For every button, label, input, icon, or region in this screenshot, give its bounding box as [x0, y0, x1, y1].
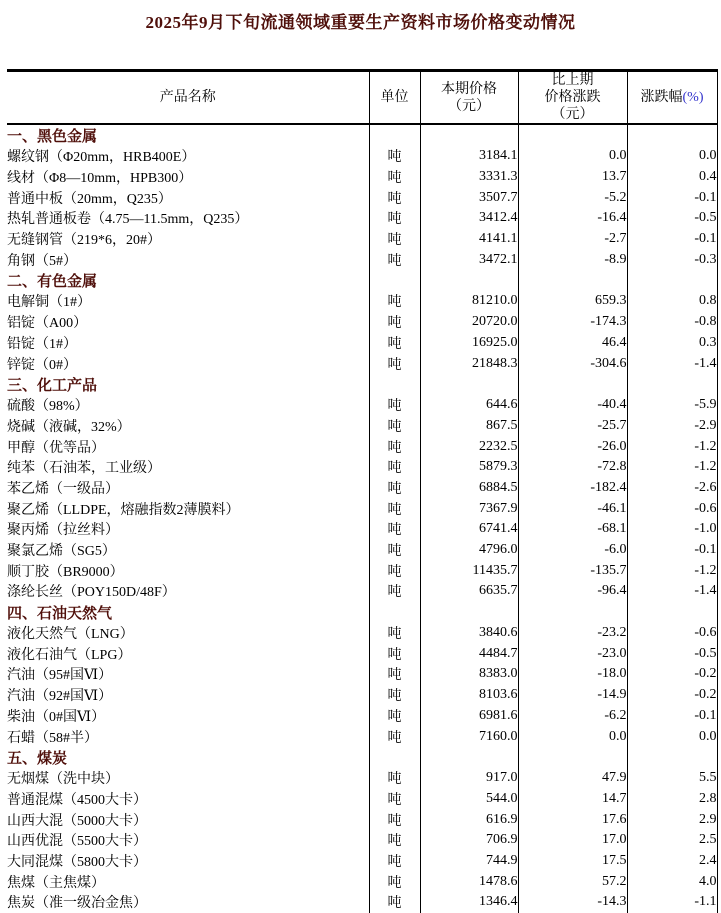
product-cell: 硫酸（98%）	[7, 395, 369, 416]
product-cell: 聚乙烯（LLDPE，熔融指数2薄膜料）	[7, 498, 369, 519]
product-cell: 苯乙烯（一级品）	[7, 478, 369, 499]
section-row	[7, 124, 717, 146]
pct-cell: -0.5	[627, 208, 717, 229]
unit-cell: 吨	[369, 726, 420, 747]
product-cell: 液化天然气（LNG）	[7, 623, 369, 644]
change-cell: -182.4	[518, 478, 627, 499]
change-cell: -14.3	[518, 892, 627, 913]
section-empty-cell	[420, 270, 518, 291]
col-header-pct-label: 涨跌幅	[640, 90, 683, 105]
table-row	[7, 685, 717, 706]
change-cell: -40.4	[518, 395, 627, 416]
unit-cell: 吨	[369, 436, 420, 457]
pct-cell: -2.6	[627, 478, 717, 499]
unit-cell: 吨	[369, 643, 420, 664]
price-cell: 21848.3	[420, 353, 518, 374]
table-row	[7, 768, 717, 789]
table-row	[7, 726, 717, 747]
price-cell: 8103.6	[420, 685, 518, 706]
change-cell: -5.2	[518, 187, 627, 208]
unit-cell: 吨	[369, 809, 420, 830]
table-row	[7, 291, 717, 312]
unit-cell: 吨	[369, 208, 420, 229]
change-cell: -96.4	[518, 581, 627, 602]
price-cell: 5879.3	[420, 457, 518, 478]
pct-cell: -0.1	[627, 540, 717, 561]
header-row	[7, 71, 717, 125]
unit-cell: 吨	[369, 581, 420, 602]
unit-cell: 吨	[369, 333, 420, 354]
unit-cell: 吨	[369, 623, 420, 644]
price-cell: 16925.0	[420, 333, 518, 354]
unit-cell: 吨	[369, 395, 420, 416]
section-empty-cell	[518, 270, 627, 291]
table-row	[7, 560, 717, 581]
price-cell: 744.9	[420, 851, 518, 872]
pct-cell: -1.1	[627, 892, 717, 913]
pct-cell: -0.8	[627, 312, 717, 333]
section-title: 一、黑色金属	[7, 124, 369, 146]
unit-cell: 吨	[369, 706, 420, 727]
pct-cell: 0.0	[627, 146, 717, 167]
pct-cell: -1.2	[627, 457, 717, 478]
col-header-pct	[627, 71, 717, 125]
product-cell: 甲醇（优等品）	[7, 436, 369, 457]
change-cell: -6.0	[518, 540, 627, 561]
pct-cell: 2.9	[627, 809, 717, 830]
product-cell: 柴油（0#国Ⅵ）	[7, 706, 369, 727]
table-row	[7, 789, 717, 810]
table-row	[7, 498, 717, 519]
product-cell: 大同混煤（5800大卡）	[7, 851, 369, 872]
col-header-price-line1: 本期价格	[441, 81, 497, 97]
product-cell: 焦煤（主焦煤）	[7, 871, 369, 892]
section-empty-cell	[518, 124, 627, 146]
product-cell: 电解铜（1#）	[7, 291, 369, 312]
section-empty-cell	[369, 374, 420, 395]
change-cell: 0.0	[518, 146, 627, 167]
pct-cell: -1.2	[627, 560, 717, 581]
change-cell: -6.2	[518, 706, 627, 727]
change-cell: -23.0	[518, 643, 627, 664]
table-body	[7, 124, 717, 913]
product-cell: 汽油（92#国Ⅵ）	[7, 685, 369, 706]
change-cell: 17.0	[518, 830, 627, 851]
table-row	[7, 706, 717, 727]
table-row	[7, 229, 717, 250]
change-cell: -14.9	[518, 685, 627, 706]
price-cell: 4484.7	[420, 643, 518, 664]
section-title: 三、化工产品	[7, 374, 369, 395]
price-cell: 917.0	[420, 768, 518, 789]
change-cell: 57.2	[518, 871, 627, 892]
change-cell: -304.6	[518, 353, 627, 374]
price-cell: 6981.6	[420, 706, 518, 727]
table-row	[7, 146, 717, 167]
change-cell: -2.7	[518, 229, 627, 250]
price-cell: 3472.1	[420, 249, 518, 270]
table-row	[7, 871, 717, 892]
price-cell: 867.5	[420, 416, 518, 437]
product-cell: 聚氯乙烯（SG5）	[7, 540, 369, 561]
unit-cell: 吨	[369, 830, 420, 851]
change-cell: -18.0	[518, 664, 627, 685]
table-row	[7, 436, 717, 457]
product-cell: 铝锭（A00）	[7, 312, 369, 333]
section-empty-cell	[627, 747, 717, 768]
table-row	[7, 540, 717, 561]
section-empty-cell	[420, 124, 518, 146]
table-row	[7, 830, 717, 851]
price-cell: 706.9	[420, 830, 518, 851]
change-cell: -68.1	[518, 519, 627, 540]
pct-cell: -1.4	[627, 353, 717, 374]
price-cell: 20720.0	[420, 312, 518, 333]
section-row	[7, 602, 717, 623]
section-empty-cell	[420, 747, 518, 768]
product-cell: 普通中板（20mm，Q235）	[7, 187, 369, 208]
section-empty-cell	[420, 602, 518, 623]
unit-cell: 吨	[369, 229, 420, 250]
col-header-price	[420, 71, 518, 125]
section-row	[7, 747, 717, 768]
section-empty-cell	[420, 374, 518, 395]
col-header-unit: 单位	[369, 71, 420, 125]
table-row	[7, 519, 717, 540]
unit-cell: 吨	[369, 560, 420, 581]
price-cell: 4141.1	[420, 229, 518, 250]
pct-cell: -1.0	[627, 519, 717, 540]
change-cell: -174.3	[518, 312, 627, 333]
change-cell: 17.5	[518, 851, 627, 872]
product-cell: 涤纶长丝（POY150D/48F）	[7, 581, 369, 602]
unit-cell: 吨	[369, 871, 420, 892]
unit-cell: 吨	[369, 892, 420, 913]
price-cell: 7160.0	[420, 726, 518, 747]
product-cell: 山西优混（5500大卡）	[7, 830, 369, 851]
change-cell: -26.0	[518, 436, 627, 457]
pct-cell: 2.5	[627, 830, 717, 851]
pct-cell: -0.1	[627, 229, 717, 250]
unit-cell: 吨	[369, 457, 420, 478]
price-cell: 544.0	[420, 789, 518, 810]
unit-cell: 吨	[369, 478, 420, 499]
table-row	[7, 643, 717, 664]
pct-cell: -0.3	[627, 249, 717, 270]
price-table	[7, 69, 718, 913]
product-cell: 液化石油气（LPG）	[7, 643, 369, 664]
product-cell: 顺丁胶（BR9000）	[7, 560, 369, 581]
table-row	[7, 478, 717, 499]
section-title: 四、石油天然气	[7, 602, 369, 623]
section-empty-cell	[369, 270, 420, 291]
col-header-price-line2: （元）	[448, 98, 490, 114]
pct-cell: -0.5	[627, 643, 717, 664]
section-empty-cell	[627, 602, 717, 623]
section-empty-cell	[627, 374, 717, 395]
price-cell: 3184.1	[420, 146, 518, 167]
table-row	[7, 353, 717, 374]
pct-cell: 0.4	[627, 167, 717, 188]
product-cell: 热轧普通板卷（4.75—11.5mm，Q235）	[7, 208, 369, 229]
price-cell: 6741.4	[420, 519, 518, 540]
price-cell: 3412.4	[420, 208, 518, 229]
change-cell: -135.7	[518, 560, 627, 581]
pct-cell: 5.5	[627, 768, 717, 789]
product-cell: 螺纹钢（Φ20mm，HRB400E）	[7, 146, 369, 167]
change-cell: -23.2	[518, 623, 627, 644]
col-header-product: 产品名称	[7, 71, 369, 125]
pct-cell: 0.3	[627, 333, 717, 354]
unit-cell: 吨	[369, 353, 420, 374]
pct-cell: -0.1	[627, 187, 717, 208]
section-title: 五、煤炭	[7, 747, 369, 768]
table-row	[7, 809, 717, 830]
table-row	[7, 664, 717, 685]
unit-cell: 吨	[369, 249, 420, 270]
product-cell: 纯苯（石油苯，工业级）	[7, 457, 369, 478]
product-cell: 线材（Φ8—10mm，HPB300）	[7, 167, 369, 188]
unit-cell: 吨	[369, 167, 420, 188]
table-row	[7, 249, 717, 270]
change-cell: -25.7	[518, 416, 627, 437]
table-row	[7, 333, 717, 354]
unit-cell: 吨	[369, 291, 420, 312]
table-row	[7, 312, 717, 333]
section-empty-cell	[518, 374, 627, 395]
section-empty-cell	[518, 602, 627, 623]
product-cell: 烧碱（液碱，32%）	[7, 416, 369, 437]
price-cell: 616.9	[420, 809, 518, 830]
table-row	[7, 208, 717, 229]
section-title: 二、有色金属	[7, 270, 369, 291]
col-header-change-line2: 价格涨跌	[544, 90, 601, 105]
change-cell: 13.7	[518, 167, 627, 188]
table-row	[7, 623, 717, 644]
price-cell: 3507.7	[420, 187, 518, 208]
price-cell: 644.6	[420, 395, 518, 416]
section-empty-cell	[627, 124, 717, 146]
pct-cell: -1.4	[627, 581, 717, 602]
pct-cell: -0.1	[627, 706, 717, 727]
product-cell: 聚丙烯（拉丝料）	[7, 519, 369, 540]
unit-cell: 吨	[369, 187, 420, 208]
price-cell: 1346.4	[420, 892, 518, 913]
price-cell: 6884.5	[420, 478, 518, 499]
pct-cell: 2.8	[627, 789, 717, 810]
unit-cell: 吨	[369, 768, 420, 789]
price-cell: 2232.5	[420, 436, 518, 457]
pct-cell: -0.2	[627, 685, 717, 706]
pct-cell: 2.4	[627, 851, 717, 872]
section-empty-cell	[369, 602, 420, 623]
section-empty-cell	[369, 747, 420, 768]
table-header	[7, 71, 717, 125]
section-row	[7, 374, 717, 395]
col-header-change	[518, 71, 627, 125]
section-row	[7, 270, 717, 291]
table-row	[7, 457, 717, 478]
change-cell: 47.9	[518, 768, 627, 789]
product-cell: 无烟煤（洗中块）	[7, 768, 369, 789]
product-cell: 山西大混（5000大卡）	[7, 809, 369, 830]
pct-cell: -0.6	[627, 623, 717, 644]
change-cell: 0.0	[518, 726, 627, 747]
col-header-change-line1: 比上期	[551, 73, 594, 88]
product-cell: 普通混煤（4500大卡）	[7, 789, 369, 810]
unit-cell: 吨	[369, 540, 420, 561]
pct-cell: 4.0	[627, 871, 717, 892]
change-cell: -16.4	[518, 208, 627, 229]
unit-cell: 吨	[369, 851, 420, 872]
section-empty-cell	[518, 747, 627, 768]
unit-cell: 吨	[369, 664, 420, 685]
price-cell: 6635.7	[420, 581, 518, 602]
section-empty-cell	[627, 270, 717, 291]
change-cell: -8.9	[518, 249, 627, 270]
price-cell: 7367.9	[420, 498, 518, 519]
pct-cell: -0.2	[627, 664, 717, 685]
table-row	[7, 395, 717, 416]
pct-cell: -0.6	[627, 498, 717, 519]
change-cell: 14.7	[518, 789, 627, 810]
col-header-pct-unit: (%)	[682, 90, 704, 105]
pct-cell: -5.9	[627, 395, 717, 416]
price-cell: 3331.3	[420, 167, 518, 188]
price-cell: 3840.6	[420, 623, 518, 644]
unit-cell: 吨	[369, 519, 420, 540]
change-cell: -72.8	[518, 457, 627, 478]
change-cell: 17.6	[518, 809, 627, 830]
unit-cell: 吨	[369, 685, 420, 706]
pct-cell: -2.9	[627, 416, 717, 437]
product-cell: 无缝钢管（219*6，20#）	[7, 229, 369, 250]
product-cell: 石蜡（58#半）	[7, 726, 369, 747]
product-cell: 汽油（95#国Ⅵ）	[7, 664, 369, 685]
unit-cell: 吨	[369, 789, 420, 810]
pct-cell: 0.0	[627, 726, 717, 747]
unit-cell: 吨	[369, 498, 420, 519]
price-cell: 4796.0	[420, 540, 518, 561]
table-row	[7, 851, 717, 872]
product-cell: 锌锭（0#）	[7, 353, 369, 374]
table-row	[7, 187, 717, 208]
change-cell: -46.1	[518, 498, 627, 519]
change-cell: 659.3	[518, 291, 627, 312]
table-row	[7, 581, 717, 602]
pct-cell: 0.8	[627, 291, 717, 312]
unit-cell: 吨	[369, 312, 420, 333]
table-row	[7, 416, 717, 437]
product-cell: 焦炭（准一级冶金焦）	[7, 892, 369, 913]
change-cell: 46.4	[518, 333, 627, 354]
product-cell: 角钢（5#）	[7, 249, 369, 270]
price-cell: 1478.6	[420, 871, 518, 892]
section-empty-cell	[369, 124, 420, 146]
col-header-change-line3: （元）	[551, 107, 594, 122]
unit-cell: 吨	[369, 146, 420, 167]
price-cell: 81210.0	[420, 291, 518, 312]
page-title: 2025年9月下旬流通领域重要生产资料市场价格变动情况	[145, 13, 576, 32]
pct-cell: -1.2	[627, 436, 717, 457]
product-cell: 铅锭（1#）	[7, 333, 369, 354]
price-cell: 8383.0	[420, 664, 518, 685]
price-cell: 11435.7	[420, 560, 518, 581]
table-row	[7, 167, 717, 188]
unit-cell: 吨	[369, 416, 420, 437]
